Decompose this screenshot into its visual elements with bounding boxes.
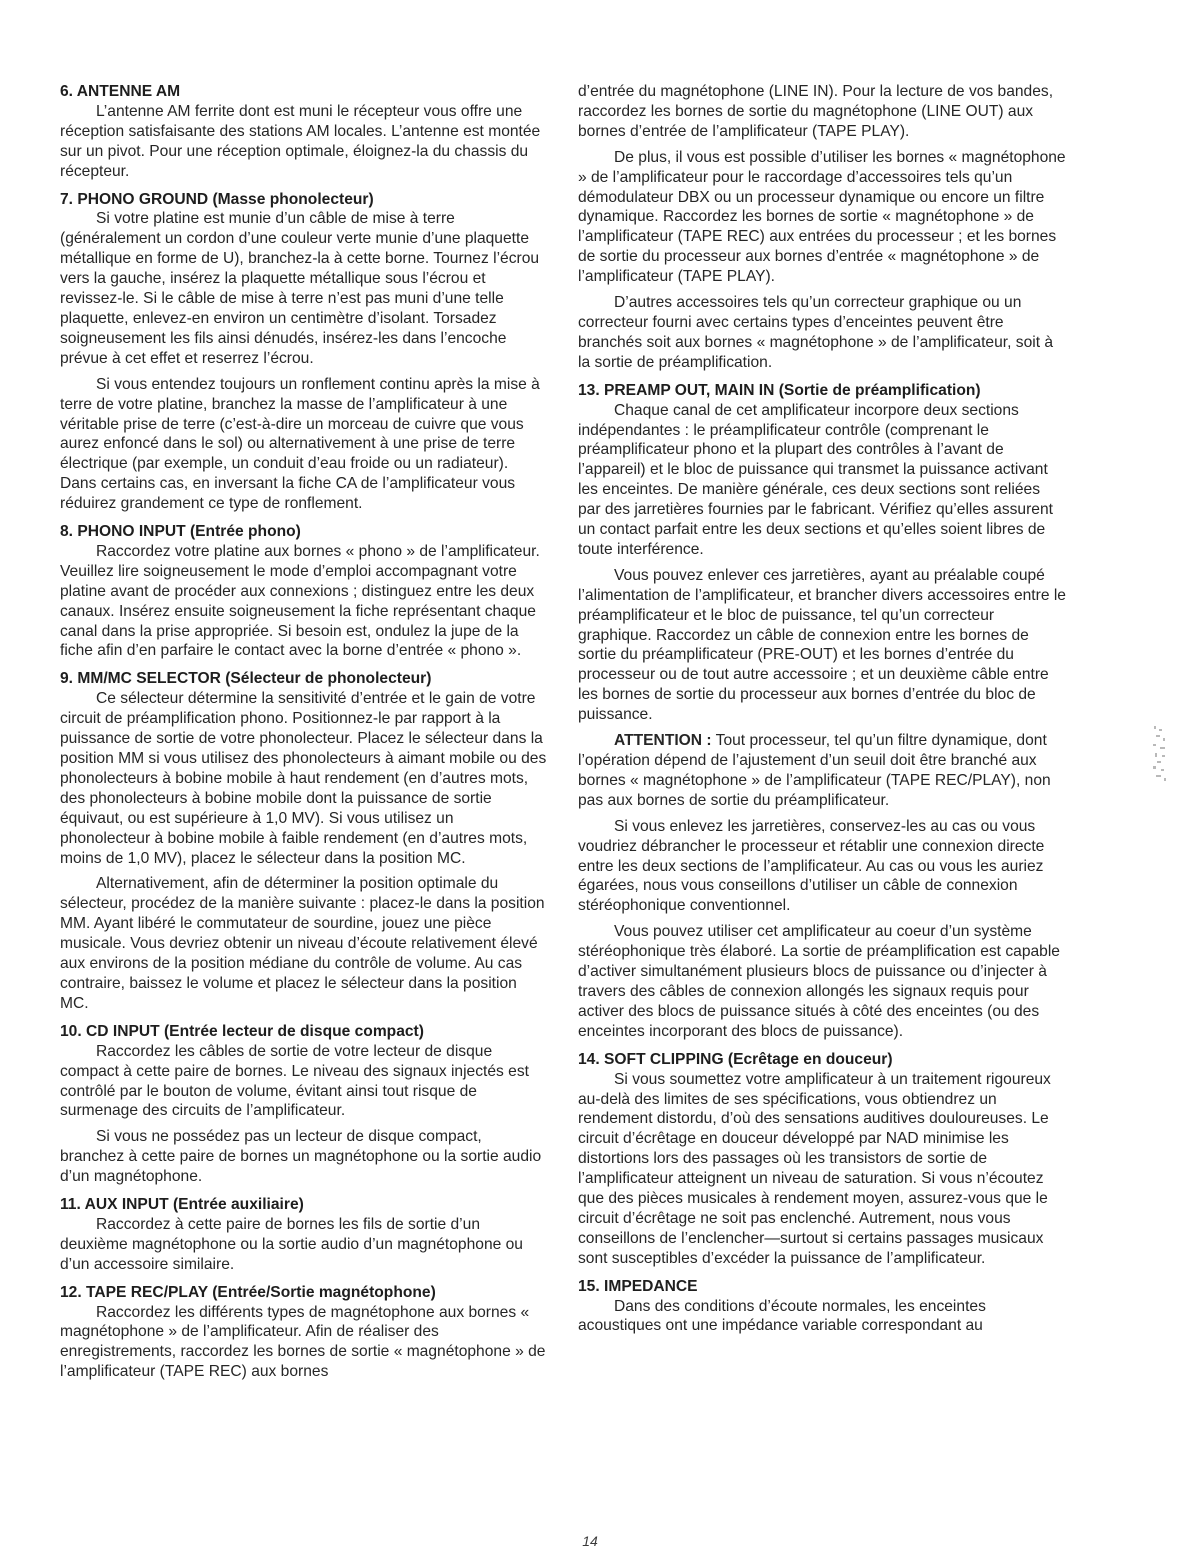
section-soft-clipping xyxy=(578,1050,1066,1269)
section-tape-rec-play xyxy=(60,1283,548,1383)
paragraph: De plus, il vous est possible d’utiliser les bornes « magnétophone » de l’amplificateur pour le raccordage d’accessoires tels qu’un démodulateur DBX ou un processeur dynamique ou encore un filtre dynamique. Raccordez les bornes de sortie « magnétophone » de l’amplificateur (TAPE REC) aux entrées du processeur ; et les bornes de sortie du processeur aux bornes d’entrée « magnétophone » de l’amplificateur (TAPE PLAY). xyxy=(578,148,1066,286)
attention-text: Tout processeur, tel qu’un filtre dynamique, dont l’opération dépend de l’ajustement d’un seuil doit être branché aux bornes « magnétophone » de l’amplificateur (TAPE REC/PLAY), non pas aux bornes de sortie du préamplificateur. xyxy=(578,732,1051,809)
paragraph: Si vous entendez toujours un ronflement continu après la mise à terre de votre platine, branchez la masse de l’amplificateur à une véritable prise de terre (c’est-à-dire un morceau de cuivre que vous aurez enfoncé dans le sol) ou alternativement à une prise de terre électrique (par exemple, un conduit d’eau froide ou un radiateur). Dans certains cas, en inversant la fiche CA de l’amplificateur vous réduirez grandement ce type de ronflement. xyxy=(60,375,540,513)
paragraph: L’antenne AM ferrite dont est muni le récepteur vous offre une réception satisfaisante des stations AM locales. L’antenne est montée sur un pivot. Pour une réception optimale, éloignez-la du chassis du récepteur. xyxy=(60,102,541,180)
paragraph: Ce sélecteur détermine la sensitivité d’entrée et le gain de votre circuit de préamplification phono. Positionnez-le par rapport à la puissance de sortie de votre phonolecteur. Placez le sélecteur dans la position MM si vous utilisez des phonolecteurs à aimant mobile ou des phonolecteurs à bobine mobile à haut rendement (en d’autres mots, des phonolecteurs à bobine mobile dont la puissance de sortie équivaut, ou est supérieure à 1,0 MV). Si vous utilisez un phonolecteur à bobine mobile à faible rendement (en d’autres mots, moins de 1,0 MV), placez le sélecteur dans la position MC. xyxy=(60,690,547,867)
paragraph: Raccordez votre platine aux bornes « phono » de l’amplificateur. Veuillez lire soigneusement le mode d’emploi accompagnant votre platine avant de procéder aux connexions ; distinguez entre les deux canaux. Insérez ensuite soigneusement la fiche représentant chaque canal dans la prise appropriée. Si besoin est, ondulez la jupe de la fiche afin d’en parfaire le contact avec la borne d’entrée « phono ». xyxy=(60,542,540,660)
paragraph: Si votre platine est munie d’un câble de mise à terre (généralement un cordon d’une couleur verte munie d’une plaquette métallique en forme de U), branchez-la à cette borne. Tournez l’écrou vers la gauche, insérez la plaquette métallique sous l’écrou et revissez-le. Si le câble de mise à terre n’est pas muni d’une telle plaquette, enlevez-en environ un centimètre d’isolant. Torsadez soigneusement les fils ainsi dénudés, insérez-les dans l’encoche prévue à cet effet et reserrez l’écrou. xyxy=(60,210,540,367)
paragraph: Si vous enlevez les jarretières, conservez-les au cas ou vous voudriez débrancher le processeur et rétablir une connexion directe entre les deux sections de l’amplificateur. Au cas ou vous les auriez égarées, nous vous conseillons d’utiliser un câble de connexion stéréophonique conventionnel. xyxy=(578,817,1045,915)
section-heading: 10. CD INPUT (Entrée lecteur de disque compact) xyxy=(60,1022,424,1040)
section-heading: 14. SOFT CLIPPING (Ecrêtage en douceur) xyxy=(578,1050,893,1068)
paragraph: Raccordez les différents types de magnétophone aux bornes « magnétophone » de l’amplificateur. Afin de réaliser des enregistrements, raccordez les bornes de sortie « magnétophone » de l’amplificateur (TAPE REC) aux bornes xyxy=(60,1303,546,1381)
attention-label: ATTENTION : xyxy=(614,732,712,750)
paragraph: Raccordez les câbles de sortie de votre lecteur de disque compact à cette paire de bornes. Le niveau des signaux injectés est contrôlé par le bouton de volume, évitant ainsi tout risque de surmenage des circuits de l’amplificateur. xyxy=(60,1042,529,1120)
paragraph: D’autres accessoires tels qu’un correcteur graphique ou un correcteur fourni avec certains types d’enceintes peuvent être branchés soit aux bornes « magnétophone » de l’amplificateur, soit à la sortie de préamplification. xyxy=(578,294,1054,371)
page-number: 14 xyxy=(582,1533,598,1549)
paragraph: Alternativement, afin de déterminer la position optimale du sélecteur, procédez de la manière suivante : placez-le dans la position MM. Ayant libéré le commutateur de sourdine, jouez une pièce musicale. Vous devriez obtenir un niveau d’écoute relativement élevé aux environs de la position médiane du contrôle de volume. Au cas contraire, baissez le volume et placez le sélecteur dans la position MC. xyxy=(60,875,545,1012)
section-heading: 12. TAPE REC/PLAY (Entrée/Sortie magnétophone) xyxy=(60,1283,436,1301)
scan-artifact xyxy=(1151,724,1173,784)
section-mm-mc-selector xyxy=(60,669,548,1013)
section-heading: 6. ANTENNE AM xyxy=(60,83,181,100)
paragraph: Dans des conditions d’écoute normales, les enceintes acoustiques ont une impédance variable correspondant au xyxy=(578,1297,986,1335)
paragraph: Vous pouvez utiliser cet amplificateur au coeur d’un système stéréophonique très élaboré. La sortie de préamplification est capable d’activer simultanément plusieurs blocs de puissance ou d’injecter à travers des câbles de connexion allongés les signaux requis pour activer des blocs de puissance situés à côté des enceintes (ou des enceintes incorporant des blocs de puissance). xyxy=(578,923,1060,1040)
section-phono-input xyxy=(60,522,548,661)
section-heading: 8. PHONO INPUT (Entrée phono) xyxy=(60,523,301,541)
section-aux-input xyxy=(60,1195,548,1275)
section-heading: 7. PHONO GROUND (Masse phonolecteur) xyxy=(60,190,374,208)
paragraph: Si vous ne possédez pas un lecteur de disque compact, branchez à cette paire de bornes un magnétophone ou la sortie audio d’un magnétophone. xyxy=(60,1128,542,1186)
paragraph: Chaque canal de cet amplificateur incorpore deux sections indépendantes : le préamplificateur contrôle (comprenant le préamplificateur phono et la plupart des contrôles à l’avant de l’appareil) et le bloc de puissance qui transmet la puissance activant les enceintes. De manière générale, ces deux sections sont reliées par des jarretières fournies par le fabricant. Vérifiez qu’elles assurent un contact parfait entre les deux sections et qu’elles soient libres de toute interférence. xyxy=(578,401,1053,558)
section-heading: 9. MM/MC SELECTOR (Sélecteur de phonolecteur) xyxy=(60,670,432,688)
section-antenne-am xyxy=(60,82,548,182)
section-heading: 13. PREAMP OUT, MAIN IN (Sortie de préamplification) xyxy=(578,381,981,399)
attention-paragraph xyxy=(578,731,1066,811)
section-phono-ground xyxy=(60,190,548,515)
right-column xyxy=(578,82,1066,1344)
section-heading: 11. AUX INPUT (Entrée auxiliaire) xyxy=(60,1196,304,1214)
section-impedance xyxy=(578,1277,1066,1337)
section-cd-input xyxy=(60,1022,548,1187)
paragraph: Vous pouvez enlever ces jarretières, ayant au préalable coupé l’alimentation de l’amplificateur, et brancher divers accessoires entre le préamplificateur et le bloc de puissance, tel qu’un correcteur graphique. Raccordez un câble de connexion entre les bornes de sortie du préamplificateur (PRE-OUT) et les bornes d’entrée du processeur ou de tout autre accessoire ; et un deuxième câble entre les bornes de sortie du processeur aux bornes d’entrée du bloc de puissance. xyxy=(578,566,1066,724)
section-tape-rec-play-continued xyxy=(578,82,1066,373)
paragraph-continued: d’entrée du magnétophone (LINE IN). Pour la lecture de vos bandes, raccordez les bornes de sortie du magnétophone (LINE OUT) aux bornes d’entrée de l’amplificateur (TAPE PLAY). xyxy=(578,83,1054,140)
section-heading: 15. IMPEDANCE xyxy=(578,1277,698,1295)
paragraph: Si vous soumettez votre amplificateur à un traitement rigoureux au-delà des limites de ses spécifications, vous obtiendrez un rendement distordu, d’où des sensations auditives douloureuses. Le circuit d’écrêtage en douceur développé par NAD minimise les distortions lors des passages où les transistors de sortie de l’amplificateur atteignent un niveau de saturation. Si vous n’écoutez que des pièces musicales à rendement moyen, assurez-vous que le circuit d’écrêtage ne soit pas enclenché. Autrement, nous vous conseillons de l’enclencher—surtout si certains passages musicaux sont susceptibles d’excéder la puissance de l’amplificateur. xyxy=(578,1070,1051,1267)
section-preamp-out-main-in xyxy=(578,381,1066,1042)
left-column xyxy=(60,82,548,1390)
paragraph: Raccordez à cette paire de bornes les fils de sortie d’un deuxième magnétophone ou la sortie audio d’un magnétophone ou d’un accessoire similaire. xyxy=(60,1215,523,1273)
